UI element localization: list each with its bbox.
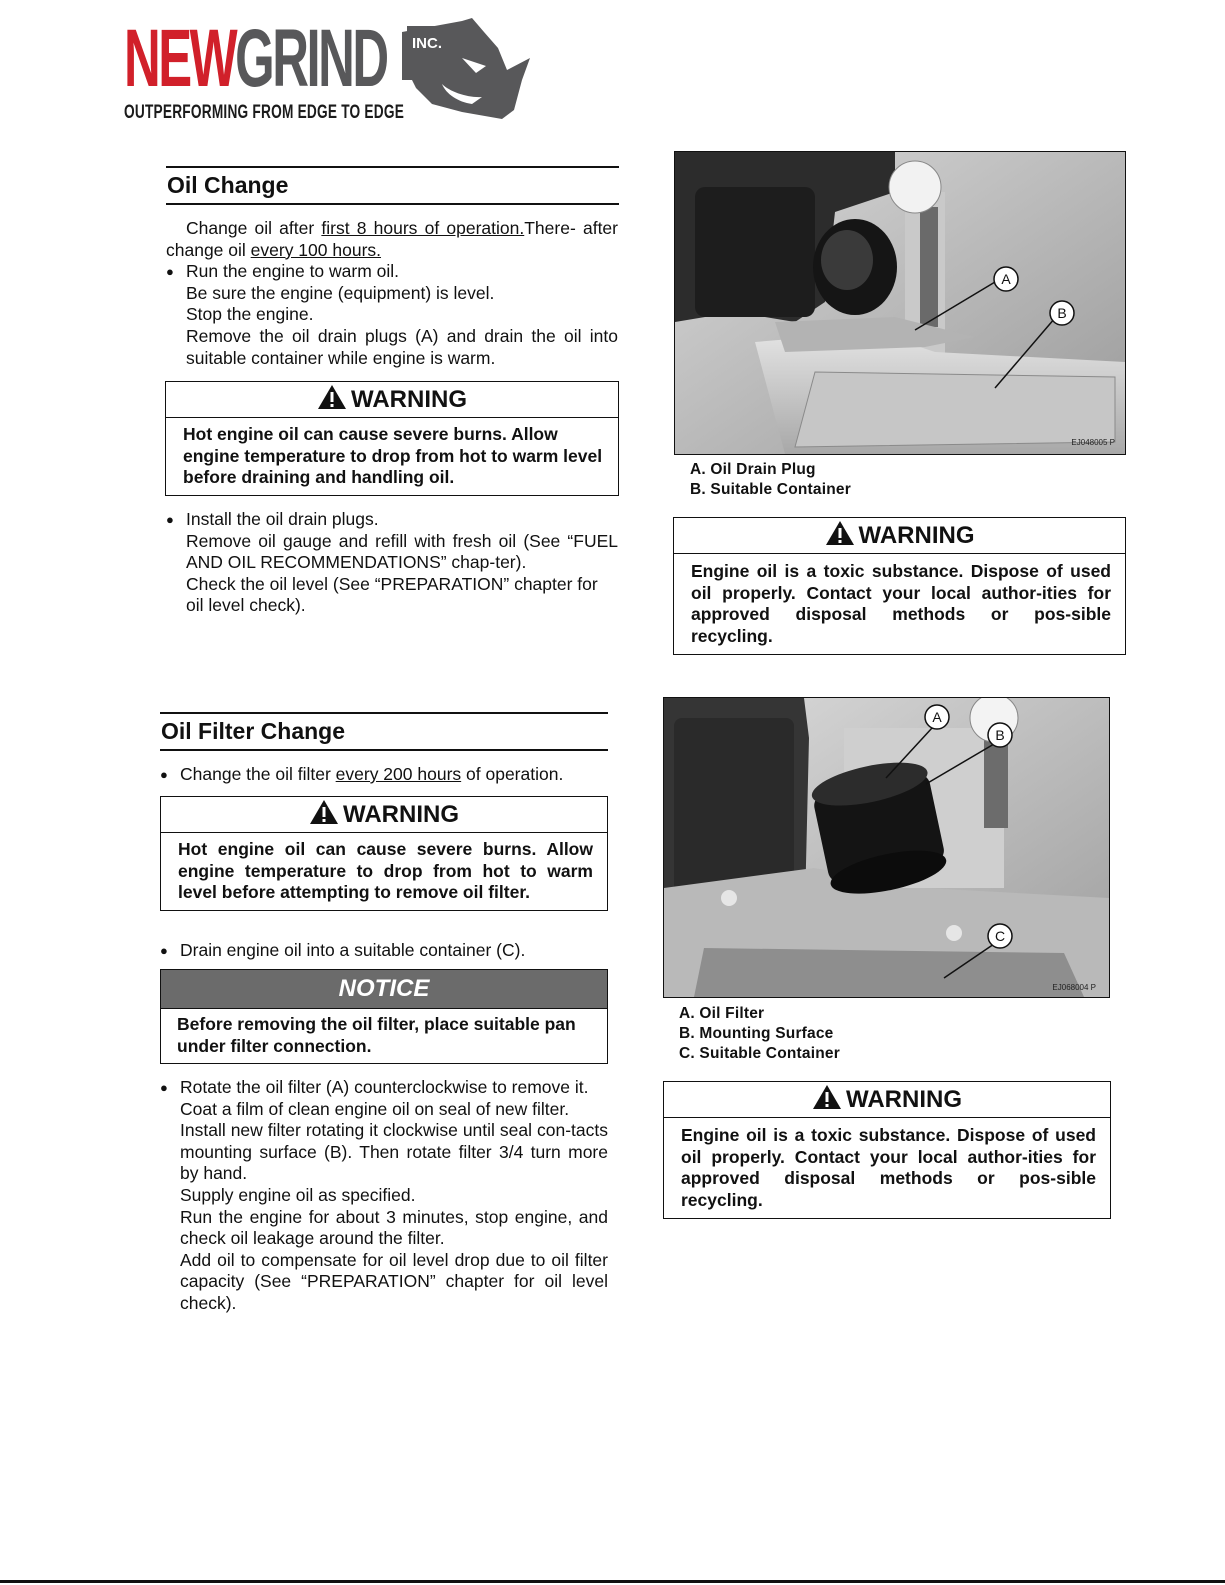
list-item: Remove the oil drain plugs (A) and drain the oil into suitable container while engine is warm.: [186, 325, 618, 368]
logo-tagline: OUTPERFORMING FROM EDGE TO EDGE: [124, 102, 405, 123]
oil-filter-photo: [663, 697, 1110, 998]
callout-a: A: [932, 709, 942, 725]
list-item: Supply engine oil as specified.: [180, 1184, 416, 1205]
figure-code: EJ048005 P: [1071, 438, 1115, 447]
figure-code: EJ068004 P: [1052, 983, 1096, 992]
oil-filter-drain-step: [160, 940, 608, 962]
list-item: ● Run the engine to warm oil.: [166, 261, 618, 283]
list-item: Stop the engine.: [186, 304, 314, 325]
notice-box: [160, 969, 608, 1064]
warning-header: WARNING: [166, 382, 618, 418]
warning-header: WARNING: [161, 797, 607, 833]
list-item: ● Drain engine oil into a suitable container (C).: [160, 940, 608, 962]
logo-inc-badge: INC.: [407, 26, 447, 62]
warning-triangle-icon: [317, 384, 347, 410]
warning-header: WARNING: [674, 518, 1125, 554]
figure-1-caption: A. Oil Drain Plug B. Suitable Container: [690, 461, 851, 495]
warning-triangle-icon: [812, 1084, 842, 1110]
list-item: ● Rotate the oil filter (A) counterclockwise to remove it.: [160, 1077, 608, 1099]
logo-wordmark: NEWGRIND: [124, 13, 387, 104]
callout-b: B: [1057, 305, 1067, 321]
page-bottom-rule: [0, 1580, 1225, 1583]
warning-triangle-icon: [309, 799, 339, 825]
warning-header: WARNING: [664, 1082, 1110, 1118]
oil-change-refill-steps: [166, 509, 618, 617]
warning-text: Engine oil is a toxic substance. Dispose of used oil properly. Contact your local author-ities for approved disposal methods or pos-sible recycling.: [681, 1125, 1096, 1210]
callout-a: A: [1001, 271, 1011, 287]
oil-filter-replace-steps: [160, 1077, 608, 1315]
oil-change-heading: Oil Change: [166, 166, 619, 205]
list-item: Run the engine for about 3 minutes, stop engine, and check oil leakage around the filter.: [180, 1206, 608, 1249]
list-item: Install new filter rotating it clockwise until seal con-tacts mounting surface (B). Then rotate filter 3/4 turn more by hand.: [180, 1120, 608, 1184]
warning-box-burns-1: [165, 381, 619, 496]
warning-text: Hot engine oil can cause severe burns. Allow engine temperature to drop from hot to warm level before attempting to remove oil filter.: [178, 839, 593, 903]
list-item: Add oil to compensate for oil level drop due to oil filter capacity (See “PREPARATION” chapter for oil level check).: [180, 1249, 608, 1313]
engine-drain-illustration: [675, 152, 1125, 454]
callout-b: B: [995, 727, 1005, 743]
oil-drain-plug-photo: [674, 151, 1126, 455]
list-item: Coat a film of clean engine oil on seal of new filter.: [180, 1098, 570, 1119]
warning-triangle-icon: [825, 520, 855, 546]
list-item: ● Install the oil drain plugs.: [166, 509, 618, 531]
oil-filter-illustration: [664, 698, 1109, 997]
oil-change-instructions: [166, 218, 618, 369]
warning-text: Engine oil is a toxic substance. Dispose of used oil properly. Contact your local author-ities for approved disposal methods or pos-sible recycling.: [691, 561, 1111, 646]
warning-text: Hot engine oil can cause severe burns. Allow engine temperature to drop from hot to warm level before draining and handling oil.: [183, 424, 603, 488]
warning-box-toxic-2: [663, 1081, 1111, 1219]
callout-c: C: [994, 928, 1006, 944]
figure-2-caption: A. Oil Filter B. Mounting Surface C. Suitable Container: [679, 1005, 840, 1062]
oil-filter-intro: [160, 764, 608, 786]
notice-header: NOTICE: [161, 970, 607, 1009]
oil-change-intro: Change oil after first 8 hours of operation.There- after change oil every 100 hours.: [166, 218, 618, 260]
warning-box-toxic-1: [673, 517, 1126, 655]
list-item: Be sure the engine (equipment) is level.: [186, 282, 495, 303]
notice-text: Before removing the oil filter, place suitable pan under filter connection.: [177, 1014, 576, 1056]
list-item: Check the oil level (See “PREPARATION” chapter for oil level check).: [186, 573, 598, 616]
warning-box-burns-2: [160, 796, 608, 911]
list-item: ● Change the oil filter every 200 hours of operation.: [160, 764, 608, 786]
newgrind-logo: [124, 13, 544, 128]
list-item: Remove oil gauge and refill with fresh oil (See “FUEL AND OIL RECOMMENDATIONS” chap-ter).: [186, 530, 618, 573]
oil-filter-heading: Oil Filter Change: [160, 712, 608, 751]
